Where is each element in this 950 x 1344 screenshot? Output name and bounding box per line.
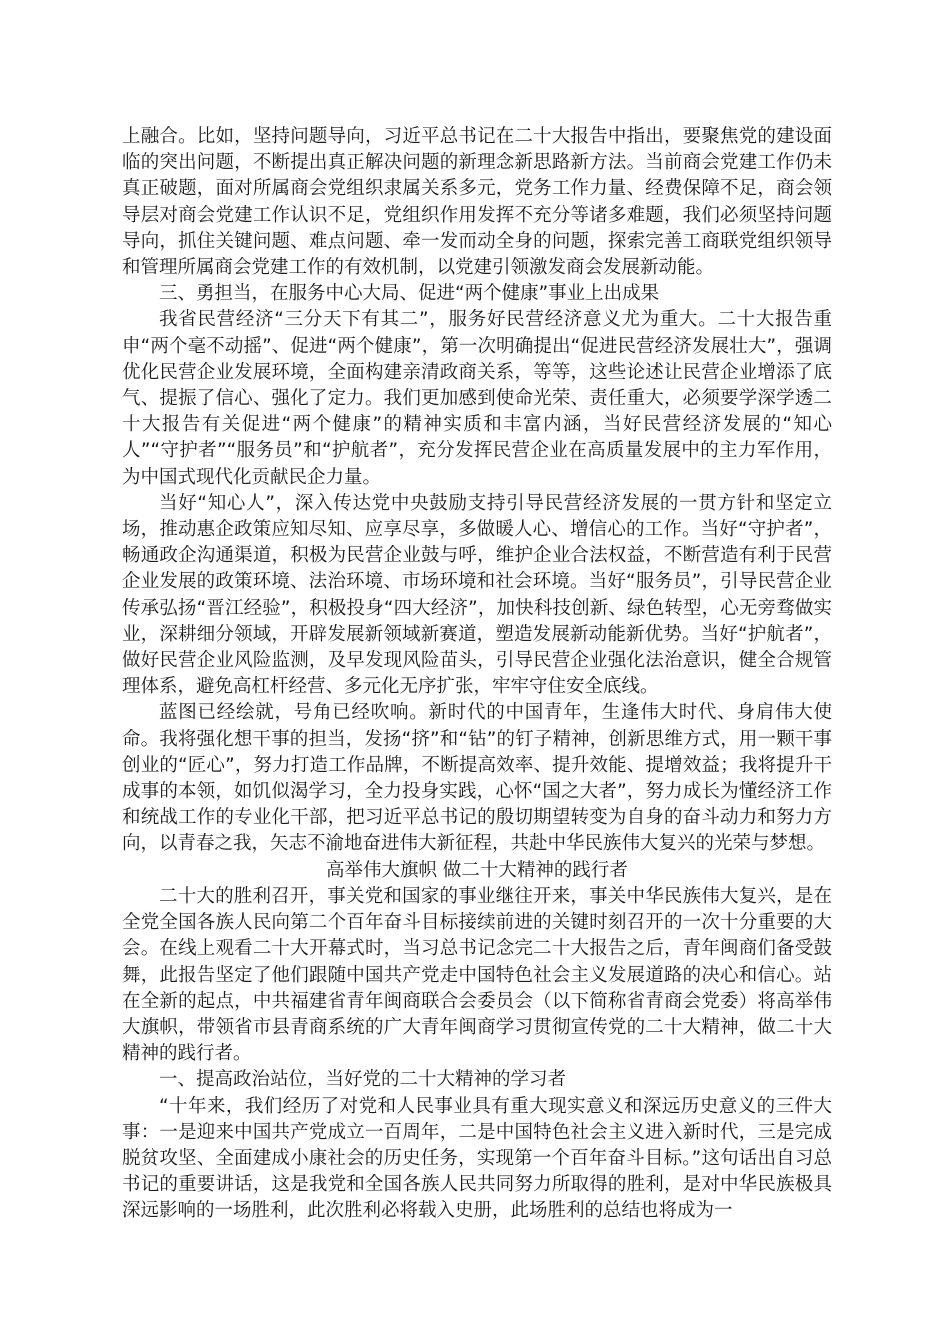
section-heading-three: 三、勇担当，在服务中心大局、促进“两个健康”事业上出成果 — [159, 283, 660, 305]
article-title: 高举伟大旗帜 做二十大精神的践行者 — [326, 859, 628, 881]
paragraph-private-economy: 我省民营经济“三分天下有其二”，服务好民营经济意义尤为重大。二十大报告重申“两个毫不动摇”、促进“两个健康”，第一次明确提出“促进民营经济发展壮大”，强调优化民营企业发展环境，全面构建亲清政商关系，等等，这些论述让民营企业增添了底气、提振了信心、强化了定力。我们更加感到使命光荣、责任重大，必须要学深学透二十大报告有关促进“两个健康”的精神实质和丰富内涵，当好民营经济发展的“知心人”“守护者”“服务员”和“护航者”，充分发挥民营企业在高质量发展中的主力军作用，为中国式现代化贡献民企力量。 — [122, 309, 832, 488]
section-heading-one: 一、提高政治站位，当好党的二十大精神的学习者 — [159, 1069, 567, 1091]
paragraph-blueprint: 蓝图已经绘就，号角已经吹响。新时代的中国青年，生逢伟大时代、身肩伟大使命。我将强化想干事的担当，发扬“挤”和“钻”的钉子精神，创新思维方式，用一颗干事创业的“匠心”，努力打造工作品牌，不断提高效率、提升效能、提增效益；我将提升干成事的本领，如饥似渴学习，全力投身实践，心怀“国之大者”，努力成长为懂经济工作和统战工作的专业化干部，把习近平总书记的殷切期望转变为自身的奋斗动力和努力方向，以青春之我，矢志不渝地奋进伟大新征程，共赴中华民族伟大复兴的光荣与梦想。 — [122, 702, 832, 855]
paragraph-ten-years: “十年来，我们经历了对党和人民事业具有重大现实意义和深远历史意义的三件大事：一是迎来中国共产党成立一百周年，二是中国特色社会主义进入新时代，三是完成脱贫攻坚、全面建成小康社会的历史任务，实现第一个百年奋斗目标。”这句话出自习总书记的重要讲话，这是我党和全国各族人民共同努力所取得的胜利，是对中华民族极具深远影响的一场胜利，此次胜利必将载入史册，此场胜利的总结也将成为一 — [122, 1095, 832, 1222]
document-page — [122, 124, 832, 1225]
paragraph-four-roles: 当好“知心人”，深入传达党中央鼓励支持引导民营经济发展的一贯方针和坚定立场，推动惠企政策应知尽知、应享尽享，多做暖人心、增信心的工作。当好“守护者”，畅通政企沟通渠道，积极为民营企业鼓与呼，维护企业合法权益，不断营造有利于民营企业发展的政策环境、法治环境、市场环境和社会环境。当好“服务员”，引导民营企业传承弘扬“晋江经验”，积极投身“四大经济”，加快科技创新、绿色转型，心无旁骛做实业，深耕细分领域，开辟发展新领域新赛道，塑造发展新动能新优势。当好“护航者”，做好民营企业风险监测，及早发现风险苗头，引导民营企业强化法治意识，健全合规管理体系，避免高杠杆经营、多元化无序扩张，牢牢守住安全底线。 — [122, 492, 832, 698]
paragraph-continuation: 上融合。比如，坚持问题导向，习近平总书记在二十大报告中指出，要聚焦党的建设面临的突出问题，不断提出真正解决问题的新理念新思路新方法。当前商会党建工作仍未真正破题，面对所属商会党组织隶属关系多元，党务工作力量、经费保障不足，商会领导层对商会党建工作认识不足，党组织作用发挥不充分等诸多难题，我们必须坚持问题导向，抓住关键问题、难点问题、牵一发而动全身的问题，探索完善工商联党组织领导和管理所属商会党建工作的有效机制，以党建引领激发商会发展新动能。 — [122, 126, 832, 279]
paragraph-congress-intro: 二十大的胜利召开，事关党和国家的事业继往开来，事关中华民族伟大复兴，是在全党全国各族人民向第二个百年奋斗目标接续前进的关键时刻召开的一次十分重要的大会。在线上观看二十大开幕式时，当习总书记念完二十大报告之后，青年闽商们备受鼓舞，此报告坚定了他们跟随中国共产党走中国特色社会主义发展道路的决心和信心。站在全新的起点，中共福建省青年闽商联合会委员会（以下简称省青商会党委）将高举伟大旗帜，带领省市县青商系统的广大青年闽商学习贯彻宣传党的二十大精神，做二十大精神的践行者。 — [122, 885, 832, 1065]
